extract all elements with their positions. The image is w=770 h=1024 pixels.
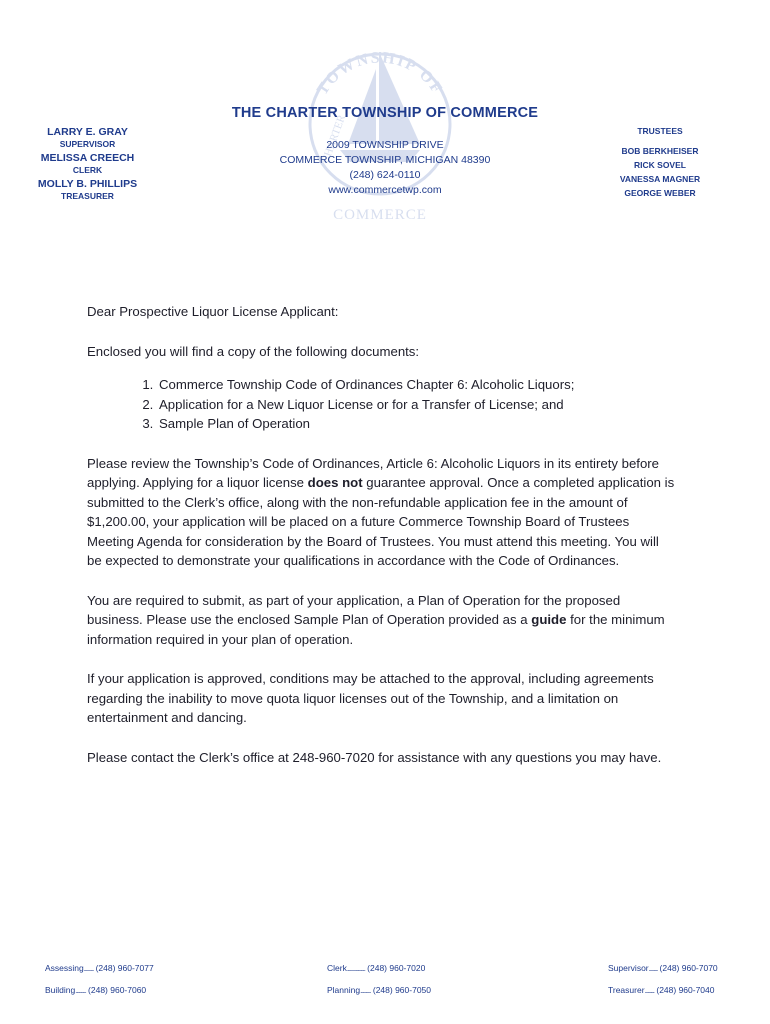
- township-officials: [30, 126, 145, 204]
- address-street: 2009 TOWNSHIP DRIVE: [326, 139, 444, 151]
- paragraph-plan-of-operation: You are required to submit, as part of your application, a Plan of Operation for the proposed business. Please use the enclosed Sample Plan of Operation provided as a guide for the minimum information required in your plan of operation.: [87, 592, 665, 647]
- emphasis-guide: guide: [531, 612, 567, 627]
- address-phone: (248) 624-0110: [349, 169, 421, 181]
- footer-contact: Supervisor......... (248) 960-7070: [608, 963, 718, 973]
- seal-top-text: TOWNSHIP OF: [313, 49, 447, 99]
- official-treasurer-role: TREASURER: [61, 191, 114, 201]
- document-item: 3. Sample Plan of Operation: [157, 414, 677, 434]
- trustee-name: GEORGE WEBER: [624, 188, 696, 198]
- document-item: 1. Commerce Township Code of Ordinances Chapter 6: Alcoholic Liquors;: [157, 375, 677, 395]
- township-seal-watermark: [300, 14, 460, 234]
- official-treasurer-name: MOLLY B. PHILLIPS: [37, 178, 138, 190]
- footer-contact: Building........... (248) 960-7060: [45, 985, 147, 995]
- trustee-name: BOB BERKHEISER: [621, 146, 699, 156]
- footer-contact: Clerk................... (248) 960-7020: [327, 963, 426, 973]
- trustee-name: VANESSA MAGNER: [619, 174, 701, 184]
- trustee-name: RICK SOVEL: [634, 160, 686, 170]
- footer-contacts-center: [327, 958, 431, 1002]
- footer-contacts-left: [45, 958, 154, 1002]
- paragraph-approval-conditions: If your application is approved, conditions may be attached to the approval, including agreements regarding the inability to move quota liquor licenses out of the Township, and a limitation on entertainment and dancing.: [87, 671, 654, 725]
- paragraph-contact-clerk: Please contact the Clerk’s office at 248-960-7020 for assistance with any questions you may have.: [87, 749, 662, 765]
- official-clerk-role: CLERK: [72, 165, 103, 175]
- official-supervisor-role: SUPERVISOR: [59, 139, 116, 149]
- seal-left-text: CHARTER: [319, 113, 349, 166]
- official-clerk-name: MELISSA CREECH: [40, 152, 135, 164]
- letter-body: [87, 302, 677, 787]
- address-website: www.commercetwp.com: [328, 184, 442, 196]
- footer-contact: Assessing.......... (248) 960-7077: [45, 963, 154, 973]
- paragraph-review-ordinances: Please review the Township’s Code of Ordinances, Article 6: Alcoholic Liquors in its entirety before applying. Applying for a liquor license does not guarantee approval. Once a completed application is submitted to the Clerk’s office, along with the non-refundable application fee in the amount of $1,200.00, your application will be placed on a future Commerce Township Board of Trustees Meeting Agenda for consideration by the Board of Trustees. You must attend this meeting. You will be expected to demonstrate your qualifications in accordance with the Code of Ordinances.: [87, 455, 675, 568]
- official-supervisor-name: LARRY E. GRAY: [47, 126, 128, 138]
- letterhead-title: THE CHARTER TOWNSHIP OF COMMERCE: [231, 105, 539, 121]
- footer-contacts-right: [608, 958, 718, 1002]
- document-item: 2. Application for a New Liquor License or for a Transfer of License; and: [157, 395, 677, 415]
- footer-contact: Treasurer.......... (248) 960-7040: [608, 985, 715, 995]
- letter-intro: Enclosed you will find a copy of the following documents:: [87, 343, 420, 359]
- trustees-heading: TRUSTEES: [637, 126, 683, 136]
- address-city: COMMERCE TOWNSHIP, MICHIGAN 48390: [279, 154, 491, 166]
- township-address: [270, 138, 500, 198]
- emphasis-does-not: does not: [307, 475, 363, 490]
- footer-contact: Planning........... (248) 960-7050: [327, 985, 432, 995]
- letter-salutation: Dear Prospective Liquor License Applicant:: [87, 304, 339, 319]
- enclosed-documents-list: [87, 375, 677, 434]
- trustees-list: [610, 124, 710, 200]
- seal-bottom-text: COMMERCE: [333, 207, 427, 223]
